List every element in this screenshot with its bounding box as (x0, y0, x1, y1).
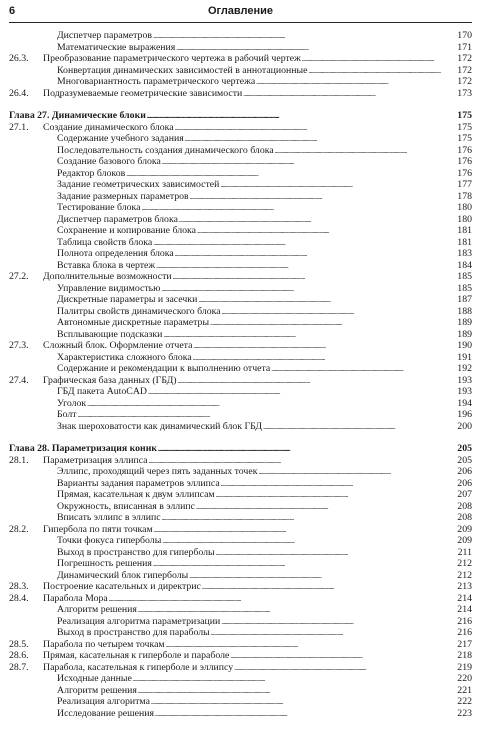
toc-subsection[interactable] (9, 76, 472, 88)
toc-subsection[interactable] (9, 30, 472, 42)
toc-label: Парабола по четырем точкам (43, 638, 165, 650)
toc-section[interactable] (9, 662, 472, 674)
toc-label: Прямая, касательная к гиперболе и параболе (43, 650, 230, 661)
toc-subsection[interactable] (9, 225, 472, 237)
toc-label: Дополнительные возможности (43, 271, 172, 282)
toc-page-number: 191 (457, 351, 472, 363)
toc-section-number: 27.3. (9, 340, 29, 351)
toc-label: Тестирование блока (57, 202, 141, 213)
toc-page-number: 176 (457, 144, 472, 156)
toc-subsection[interactable] (9, 191, 472, 203)
toc-subsection[interactable] (9, 260, 472, 272)
toc-label: Всплывающие подсказки (57, 328, 163, 340)
toc-section[interactable] (9, 593, 472, 605)
toc-subsection[interactable] (9, 708, 472, 720)
toc-page-number: 185 (457, 271, 472, 282)
toc-label: Варианты задания параметров эллипса (57, 477, 220, 489)
toc-page-number: 193 (457, 386, 472, 397)
toc-label: Точки фокуса гиперболы (57, 535, 162, 546)
toc-subsection[interactable] (9, 478, 472, 490)
toc-label: Вписать эллипс в эллипс (57, 512, 161, 523)
toc-section-number: 27.2. (9, 271, 29, 282)
toc-chapter[interactable] (9, 443, 472, 455)
toc-label: Окружность, вписанная в эллипс (57, 500, 195, 512)
toc-label: Характеристика сложного блока (57, 351, 192, 363)
toc-subsection[interactable] (9, 685, 472, 697)
toc-subsection[interactable] (9, 168, 472, 180)
toc-page-number: 175 (457, 121, 472, 133)
toc-label: ГБД пакета AutoCAD (57, 386, 147, 397)
toc-page-number: 192 (457, 363, 472, 374)
toc-section-number: 28.4. (9, 592, 29, 604)
toc-label: Сохранение и копирование блока (57, 225, 196, 236)
toc-page-number: 217 (457, 638, 472, 650)
toc-label: Построение касательных и директрис (43, 581, 201, 592)
toc-page-number: 176 (457, 167, 472, 179)
toc-subsection[interactable] (9, 65, 472, 77)
toc-page-number: 209 (457, 535, 472, 546)
toc-section-number: 28.5. (9, 638, 29, 650)
toc-subsection[interactable] (9, 42, 472, 54)
toc-subsection[interactable] (9, 329, 472, 341)
toc-label: Полнота определения блока (57, 248, 174, 259)
toc-label: Глава 27. Динамические блоки (9, 110, 146, 121)
toc-label: Дискретные параметры и засечки (57, 294, 198, 305)
toc-section-number: 28.2. (9, 523, 29, 535)
toc-subsection[interactable] (9, 398, 472, 410)
toc-page-number: 216 (457, 627, 472, 638)
toc-label: Преобразование параметрического чертежа в рабочий чертеж (43, 53, 301, 64)
toc-page-number: 184 (457, 259, 472, 271)
toc-subsection[interactable] (9, 673, 472, 685)
toc-page-number: 180 (457, 213, 472, 225)
toc-section-number: 28.1. (9, 454, 29, 466)
toc-subsection[interactable] (9, 535, 472, 547)
toc-page-number: 214 (457, 592, 472, 604)
section-gap (9, 432, 472, 443)
toc-page-number: 208 (457, 500, 472, 512)
dot-leader (243, 88, 456, 101)
toc-subsection[interactable] (9, 283, 472, 295)
toc-label: Создание динамического блока (43, 121, 174, 133)
toc-label: Последовательность создания динамического блока (57, 144, 274, 156)
toc-label: Болт (57, 409, 77, 420)
toc-page-number: 187 (457, 294, 472, 305)
dot-leader (155, 708, 456, 721)
toc-page-number: 216 (457, 615, 472, 627)
toc-page-number: 200 (457, 420, 472, 432)
toc-subsection[interactable] (9, 237, 472, 249)
toc-subsection[interactable] (9, 501, 472, 513)
toc-page-number: 189 (457, 328, 472, 340)
toc-subsection[interactable] (9, 202, 472, 214)
toc-page-number: 206 (457, 477, 472, 489)
toc-page-number: 172 (457, 64, 472, 76)
toc-page-number: 190 (457, 340, 472, 351)
toc-section[interactable] (9, 271, 472, 283)
toc-section[interactable] (9, 375, 472, 387)
toc-subsection[interactable] (9, 248, 472, 260)
toc-label: Алгоритм решения (57, 604, 137, 615)
toc-label: Автономные дискретные параметры (57, 317, 210, 328)
toc-label: Уголок (57, 397, 87, 409)
toc-label: Задание размерных параметров (57, 190, 189, 202)
toc-page-number: 172 (457, 76, 472, 87)
toc-page-number: 173 (457, 87, 472, 99)
toc-label: Конвертация динамических зависимостей в аннотационные (57, 64, 308, 76)
toc-label: Графическая база данных (ГБД) (43, 374, 177, 386)
toc-page-number: 220 (457, 673, 472, 684)
toc-entry (43, 88, 472, 101)
toc-section[interactable] (9, 53, 472, 65)
toc-label: Парабола Мора (43, 592, 108, 604)
toc-label: Содержание и рекомендации к выполнению отчета (57, 363, 271, 374)
toc-entry (57, 421, 472, 434)
toc-label: Многовариантность параметрического чертежа (57, 76, 256, 87)
toc-label: Задание геометрических зависимостей (57, 179, 220, 190)
toc-subsection[interactable] (9, 145, 472, 157)
toc-entry (57, 708, 472, 721)
toc-section-number: 26.3. (9, 53, 29, 64)
toc-subsection[interactable] (9, 294, 472, 306)
toc-label: Вставка блока в чертеж (57, 259, 156, 271)
toc-page-number: 221 (457, 684, 472, 696)
toc-page-number: 212 (457, 569, 472, 581)
toc-subsection[interactable] (9, 156, 472, 168)
toc-page-number: 205 (457, 454, 472, 466)
toc-page-number: 223 (457, 707, 472, 719)
toc-label: Прямая, касательная к двум эллипсам (57, 489, 215, 500)
toc-page-number: 171 (457, 41, 472, 53)
toc-page-number: 206 (457, 466, 472, 477)
toc-subsection[interactable] (9, 604, 472, 616)
toc-label: Знак шероховатости как динамический блок ГБД (57, 420, 263, 432)
toc-label: Содержание учебного задания (57, 133, 184, 144)
toc-page-number: 213 (457, 581, 472, 592)
toc-page-number: 188 (457, 305, 472, 317)
toc-section-number: 28.3. (9, 581, 29, 592)
toc-subsection[interactable] (9, 570, 472, 582)
toc-page-number: 214 (457, 604, 472, 615)
toc-page-number: 189 (457, 317, 472, 328)
toc-label: Палитры свойств динамического блока (57, 305, 221, 317)
toc-label: Выход в пространство для параболы (57, 627, 210, 638)
toc-page-number: 185 (457, 282, 472, 294)
toc-page-number: 205 (457, 443, 472, 454)
toc-subsection[interactable] (9, 306, 472, 318)
toc-label: Эллипс, проходящий через пять заданных точек (57, 466, 258, 477)
header-rule (9, 22, 472, 23)
toc-section[interactable] (9, 88, 472, 100)
toc-page-number: 177 (457, 179, 472, 190)
toc-subsection[interactable] (9, 489, 472, 501)
toc-label: Алгоритм решения (57, 684, 137, 696)
toc-subsection[interactable] (9, 627, 472, 639)
toc-label: Гипербола по пяти точкам (43, 523, 153, 535)
toc-section[interactable] (9, 524, 472, 536)
toc-section[interactable] (9, 340, 472, 352)
toc-section[interactable] (9, 122, 472, 134)
toc-section-number: 26.4. (9, 87, 29, 99)
toc-subsection[interactable] (9, 466, 472, 478)
toc-page-number: 219 (457, 661, 472, 673)
toc-label: Исходные данные (57, 673, 132, 684)
toc-page-number: 178 (457, 190, 472, 202)
toc-subsection[interactable] (9, 214, 472, 226)
table-of-contents (9, 30, 472, 719)
toc-page-number: 175 (457, 133, 472, 144)
toc-label: Диспетчер параметров блока (57, 213, 178, 225)
toc-label: Редактор блоков (57, 167, 126, 179)
toc-page-number: 172 (457, 53, 472, 64)
running-header (9, 3, 472, 19)
toc-label: Математические выражения (57, 41, 176, 53)
toc-label: Парабола, касательная к гиперболе и эллипсу (43, 661, 234, 673)
toc-label: Управление видимостью (57, 282, 161, 294)
toc-label: Реализация алгоритма (57, 696, 150, 707)
toc-label: Параметризация эллипса (43, 454, 148, 466)
toc-page-number: 181 (457, 236, 472, 248)
toc-subsection[interactable] (9, 179, 472, 191)
toc-page-number: 175 (457, 110, 472, 121)
toc-label: Погрешность решения (57, 558, 152, 569)
toc-subsection[interactable] (9, 547, 472, 559)
section-gap (9, 99, 472, 110)
toc-section[interactable] (9, 639, 472, 651)
toc-page-number: 209 (457, 523, 472, 535)
toc-subsection[interactable] (9, 317, 472, 329)
toc-page-number: 207 (457, 489, 472, 500)
toc-subsection[interactable] (9, 352, 472, 364)
toc-subsection[interactable] (9, 409, 472, 421)
page-title: Оглавление (207, 5, 274, 17)
toc-subsection[interactable] (9, 512, 472, 524)
toc-page-number: 181 (457, 225, 472, 236)
toc-section-number: 28.6. (9, 650, 29, 661)
toc-page-number: 194 (457, 397, 472, 409)
toc-label: Выход в пространство для гиперболы (57, 546, 215, 558)
toc-label: Подразумеваемые геометрические зависимости (43, 87, 243, 99)
page-number: 6 (9, 5, 16, 17)
toc-section-number: 27.4. (9, 374, 29, 386)
toc-page-number: 212 (457, 558, 472, 569)
toc-page-number: 211 (457, 546, 472, 558)
toc-label: Создание базового блока (57, 156, 161, 167)
toc-page-number: 208 (457, 512, 472, 523)
toc-section-number: 28.7. (9, 661, 29, 673)
toc-section-number: 27.1. (9, 121, 29, 133)
toc-page-number: 222 (457, 696, 472, 707)
dot-leader (263, 421, 456, 434)
toc-page-number: 176 (457, 156, 472, 167)
toc-subsection[interactable] (9, 616, 472, 628)
toc-section[interactable] (9, 581, 472, 593)
toc-page-number: 170 (457, 30, 472, 41)
toc-subsection[interactable] (9, 363, 472, 375)
toc-subsection[interactable] (9, 386, 472, 398)
toc-subsection[interactable] (9, 133, 472, 145)
toc-subsection[interactable] (9, 558, 472, 570)
toc-section[interactable] (9, 455, 472, 467)
toc-label: Динамический блок гиперболы (57, 569, 189, 581)
toc-subsection[interactable] (9, 421, 472, 433)
toc-label: Сложный блок. Оформление отчета (43, 340, 193, 351)
toc-label: Исследование решения (57, 707, 155, 719)
toc-page-number: 180 (457, 202, 472, 213)
toc-label: Таблица свойств блока (57, 236, 153, 248)
toc-label: Реализация алгоритма параметризации (57, 615, 221, 627)
toc-page-number: 183 (457, 248, 472, 259)
toc-page-number: 196 (457, 409, 472, 420)
toc-chapter[interactable] (9, 110, 472, 122)
toc-label: Диспетчер параметров (57, 30, 152, 41)
toc-section[interactable] (9, 650, 472, 662)
toc-page-number: 218 (457, 650, 472, 661)
toc-subsection[interactable] (9, 696, 472, 708)
toc-page-number: 193 (457, 374, 472, 386)
toc-label: Глава 28. Параметризация коник (9, 443, 157, 454)
